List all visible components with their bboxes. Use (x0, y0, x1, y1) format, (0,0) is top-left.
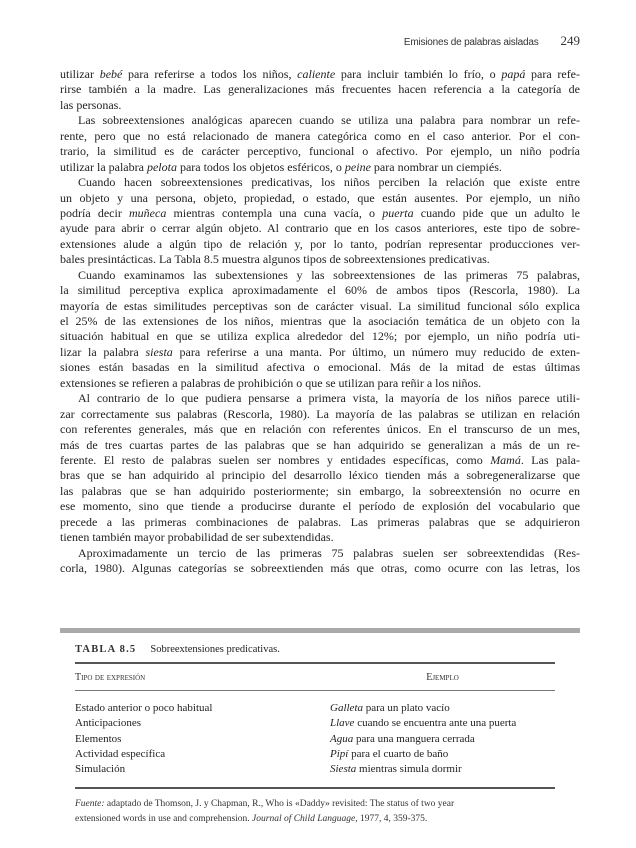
text-run: corla, 1980). Algunas categorías se sobreextienden más que otras, como ocurre con las letras, los (60, 561, 580, 575)
text-line (60, 484, 580, 499)
text-run: . Las pala- (520, 452, 581, 467)
table-top-bar (60, 628, 580, 633)
text-run: con referentes generales, más que en relación con referentes únicos. En el transcurso de un mes, (60, 422, 580, 437)
italic-term: pelota (146, 159, 177, 174)
text-line (60, 221, 580, 236)
text-run: siones están basadas en la similitud afectiva o emocional. Más de la mitad de estas últimas (60, 360, 580, 375)
text-run: para referirse a todos los niños, (122, 67, 298, 81)
text-line (60, 453, 580, 468)
italic-term: bebé (99, 67, 123, 81)
text-line (60, 499, 580, 514)
italic-term: peine (344, 159, 371, 174)
cell-tipo: Simulación (75, 763, 126, 776)
text-run: bras que se han adquirido al principio del desarrollo léxico tienden más a sobregeneralizarse que (60, 468, 580, 483)
text-line (60, 546, 580, 561)
text-run: Las sobreextensiones analógicas aparecen cuando se utiliza una palabra para nombrar un refe- (78, 113, 580, 128)
text-run: Cuando hacen sobreextensiones predicativas, los niños perciben la relación que existe entre (78, 175, 580, 190)
cell-tipo: Actividad específica (75, 747, 166, 760)
text-run: podría decir (60, 205, 130, 220)
text-line (60, 299, 580, 314)
text-line (60, 391, 580, 406)
table-row (75, 747, 555, 762)
text-run: mientras simula dormir (356, 763, 462, 776)
text-line (60, 561, 580, 576)
text-line (60, 206, 580, 221)
text-run: extensiones se refieren a palabras de prohibición o que se utilizan para reñir a los niños. (60, 375, 482, 390)
table-row (75, 716, 555, 731)
text-run: situación habitual en que se utiliza explica alrededor del 12%; por ejemplo, un niño podría uti- (60, 329, 580, 344)
text-line (60, 530, 580, 545)
cell-ejemplo (330, 747, 555, 762)
text-run: lizar la palabra (60, 344, 146, 359)
text-run: Cuando examinamos las subextensiones y las sobreextensiones de las primeras 75 palabras, (78, 267, 580, 282)
text-line (60, 407, 580, 422)
table-8-5 (75, 644, 555, 826)
text-run: utilizar la palabra (60, 159, 147, 174)
running-header (404, 33, 580, 49)
text-run: para todos los objetos esféricos, o (176, 159, 345, 174)
text-run: ferente. El resto de palabras suelen ser nombres y entidades específicas, como (60, 452, 491, 467)
source-label: Fuente: (75, 799, 105, 810)
text-line (60, 67, 580, 82)
text-run: la similitud perceptiva explica aproximadamente el 60% de ambos tipos (Rescorla, 1980). La (60, 283, 580, 298)
italic-term: Llave (330, 717, 355, 730)
text-run: zar correctamente sus palabras (Rescorla, 1980). La mayoría de las palabras se utilizan en relación (60, 406, 580, 421)
text-run: trario, la similitud es de carácter perceptivo, funcional o afectivo. Por ejemplo, un niño podría (60, 144, 580, 159)
text-run: bales presintácticas. La Tabla 8.5 muestra algunos tipos de sobreextensiones predicativas. (60, 252, 490, 267)
table-header (75, 664, 555, 690)
table-row (75, 701, 555, 716)
italic-term: Agua (330, 732, 354, 745)
italic-term: Pipí (330, 747, 349, 760)
text-run: cuando se encuentra ante una puerta (354, 717, 517, 730)
source-text: , 1977, 4, 359-375. (355, 813, 428, 824)
table-source (75, 797, 555, 826)
text-line (60, 345, 580, 360)
text-line (60, 191, 580, 206)
cell-tipo: Elementos (75, 732, 122, 745)
cell-ejemplo (330, 762, 555, 777)
text-run: Aproximadamente un tercio de las primeras 75 palabras suelen ser sobreextendidas (Res- (78, 545, 580, 560)
text-run: extensiones alude a algún tipo de relación y, por lo tanto, podrían representar producciones ver- (60, 236, 580, 251)
italic-term: caliente (297, 67, 336, 81)
text-run: para incluir también lo frío, o (335, 67, 502, 81)
cell-ejemplo (330, 716, 555, 731)
text-line (60, 422, 580, 437)
column-header-ejemplo: Ejemplo (426, 671, 459, 683)
text-line (60, 237, 580, 252)
text-run: para refe- (525, 67, 581, 81)
text-run: el 25% de las extensiones de los niños, mientras que la asociación temática de un objeto con la (60, 314, 580, 328)
italic-term: puerta (382, 205, 414, 220)
text-run: mayoría de estas similitudes perceptivas son de carácter visual. La similitud funcional sólo explica (60, 298, 580, 313)
text-line (60, 376, 580, 391)
text-run: rente, pero que no está relacionado de manera categórica como en el caso anterior. Por el con- (60, 128, 580, 143)
text-line (60, 113, 580, 128)
text-run: ayude para abrir o cerrar algún objeto. Al contrario que en los casos anteriores, este tipo de sobre- (60, 221, 580, 236)
table-caption (75, 644, 555, 662)
cell-tipo: Estado anterior o poco habitual (75, 702, 213, 714)
text-run: un objeto y una persona, objeto, propiedad, o estado, que están ausentes. Por ejemplo, un niño (60, 190, 580, 205)
text-run: rirse también a la madre. Las generalizaciones más frecuentes hacen referencia a la categoría de (60, 82, 580, 97)
table-row (75, 762, 555, 777)
text-run: para referirse a una manta. Por último, un número muy reducido de exten- (172, 344, 581, 359)
text-line (60, 252, 580, 267)
italic-term: muñeca (129, 205, 167, 220)
italic-term: Siesta (330, 763, 357, 776)
cell-tipo: Anticipaciones (75, 717, 141, 730)
text-line (60, 468, 580, 483)
source-text: adaptado de Thomson, J. y Chapman, R., Who is «Daddy» revisited: The status of two year (104, 799, 455, 810)
text-line (60, 175, 580, 190)
text-line (60, 144, 580, 159)
text-run: para nombrar un ciempiés. (370, 159, 502, 174)
table-body (75, 691, 555, 787)
text-line (60, 129, 580, 144)
body-text (60, 67, 580, 576)
text-line (60, 438, 580, 453)
text-line (60, 82, 580, 97)
text-run: Al contrario de lo que pudiera pensarse a primera vista, la mayoría de los niños parece utili- (78, 391, 580, 406)
text-line (60, 329, 580, 344)
text-run: más de tres cuartas partes de las palabras que se han adquirido se generalizan a más de un re- (60, 437, 580, 452)
text-line (60, 314, 580, 329)
text-line (60, 160, 580, 175)
italic-term: papá (501, 67, 526, 81)
text-line (60, 98, 580, 113)
italic-term: siesta (145, 344, 173, 359)
divider (75, 787, 555, 789)
text-line (60, 515, 580, 530)
text-run: las personas. (60, 97, 122, 112)
text-run: mientras contempla una cuna vacía, o (166, 205, 383, 220)
journal-name: Journal of Child Language (252, 813, 356, 824)
table-number: TABLA 8.5 (75, 644, 137, 655)
text-run: las palabras que se han adquirido posteriormente; sin embargo, la sobreextensión no ocurre en (60, 483, 580, 498)
cell-ejemplo (330, 701, 555, 716)
text-line (60, 360, 580, 375)
text-line (60, 268, 580, 283)
text-line (60, 283, 580, 298)
text-run: tienen también mayor probabilidad de ser subextendidas. (60, 530, 334, 545)
cell-ejemplo (330, 732, 555, 747)
text-run: cuando pide que un adulto le (413, 205, 581, 220)
text-run: para una manguera cerrada (353, 732, 475, 745)
source-text: extensioned words in use and comprehension. (75, 813, 253, 824)
table-title: Sobreextensiones predicativas. (150, 644, 280, 655)
text-run: precede a las primeras combinaciones de palabras. Las primeras palabras que se adquirieron (60, 514, 580, 529)
text-run: para el cuarto de baño (348, 747, 449, 760)
text-run: ese momento, sino que tiende a producirse durante el período de explosión del vocabulario que (60, 499, 580, 514)
italic-term: Galleta (330, 702, 363, 714)
text-run: utilizar (60, 67, 100, 81)
column-header-tipo: Tipo de expresión (75, 671, 146, 683)
running-title: Emisiones de palabras aisladas (403, 37, 539, 48)
page-number: 249 (560, 33, 580, 48)
text-run: para un plato vacío (363, 702, 450, 714)
italic-term: Mamá (490, 452, 521, 467)
table-row (75, 732, 555, 747)
